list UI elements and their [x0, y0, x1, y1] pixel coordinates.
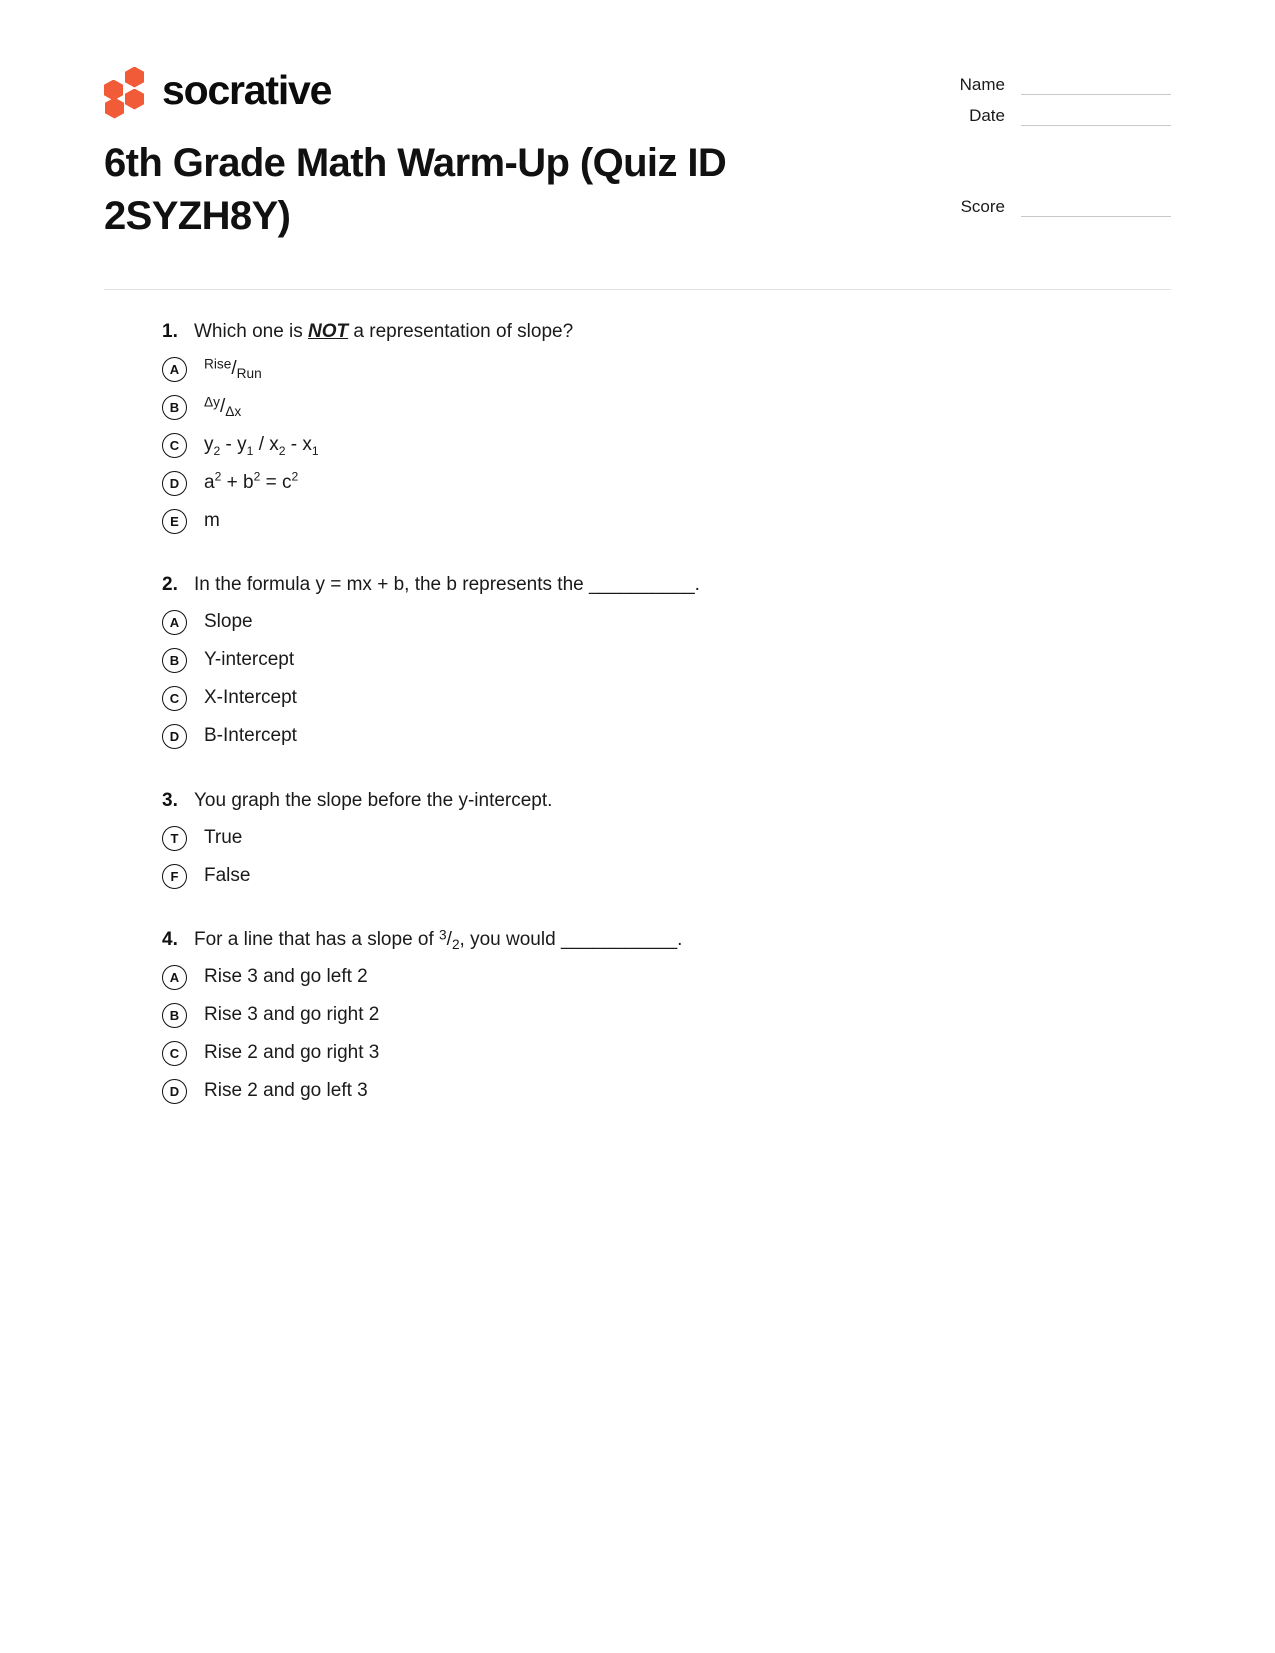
- expr-subscript: 2: [278, 443, 286, 458]
- choice-bubble-a[interactable]: A: [162, 965, 187, 990]
- name-field-row: [933, 76, 1171, 95]
- choice-text-a: [204, 357, 262, 382]
- question-2: [162, 571, 1171, 751]
- question-1-number: 1.: [162, 320, 178, 342]
- question-2-choice-d[interactable]: [162, 723, 1171, 751]
- expr-part: y: [204, 433, 214, 455]
- choice-text-d: Rise 2 and go left 3: [204, 1080, 368, 1102]
- question-1-choice-a[interactable]: [162, 355, 1171, 383]
- choice-bubble-d[interactable]: D: [162, 1079, 187, 1104]
- question-3-prompt: You graph the slope before the y-intercept.: [194, 789, 553, 811]
- student-meta-fields: [933, 62, 1171, 229]
- question-4-prompt: [194, 926, 682, 954]
- choice-text-c: Rise 2 and go right 3: [204, 1042, 380, 1064]
- expr-superscript: 2: [253, 469, 261, 484]
- date-write-line[interactable]: [1021, 124, 1171, 126]
- choice-bubble-b[interactable]: B: [162, 1003, 187, 1028]
- question-4-head: [162, 926, 1171, 954]
- question-2-choice-c[interactable]: [162, 685, 1171, 713]
- prompt-part: Which one is: [194, 320, 309, 342]
- question-4-choice-a[interactable]: [162, 964, 1171, 992]
- question-4-choice-b[interactable]: [162, 1002, 1171, 1030]
- score-write-line[interactable]: [1021, 215, 1171, 217]
- question-1-head: [162, 318, 1171, 346]
- expr-part: a: [204, 471, 215, 493]
- date-field-row: [933, 107, 1171, 126]
- hexagon-shape: [105, 98, 124, 119]
- choice-bubble-true[interactable]: T: [162, 826, 187, 851]
- question-4: [162, 926, 1171, 1106]
- fraction-slash: /: [231, 357, 237, 379]
- hexagon-shape: [125, 89, 144, 110]
- fraction-slash: /: [219, 395, 226, 417]
- score-label: Score: [960, 197, 1005, 216]
- choice-bubble-d[interactable]: D: [162, 471, 187, 496]
- prompt-part: , you would ___________.: [459, 929, 683, 951]
- hexagon-shape: [125, 67, 144, 88]
- question-2-choice-a[interactable]: [162, 609, 1171, 637]
- question-list: [104, 318, 1171, 1106]
- choice-text-e: m: [204, 509, 220, 531]
- expr-part: = c: [260, 471, 292, 493]
- choice-bubble-a[interactable]: A: [162, 610, 187, 635]
- question-2-prompt: In the formula y = mx + b, the b represents the __________.: [194, 574, 700, 596]
- prompt-emphasis-not: NOT: [308, 320, 349, 342]
- hexagon-logo-icon: [104, 67, 146, 114]
- question-3-choice-false[interactable]: [162, 862, 1171, 890]
- choice-text-c: [204, 433, 319, 458]
- score-field-row: [933, 198, 1171, 217]
- choice-bubble-b[interactable]: B: [162, 395, 187, 420]
- choice-bubble-false[interactable]: F: [162, 864, 187, 889]
- choice-text-c: X-Intercept: [204, 687, 297, 709]
- question-1-choice-c[interactable]: [162, 431, 1171, 459]
- choice-text-b: Rise 3 and go right 2: [204, 1004, 380, 1026]
- fraction-denominator: Run: [236, 365, 262, 381]
- expr-superscript: 2: [291, 469, 299, 484]
- expr-part: / x: [253, 433, 279, 455]
- expr-part: - y: [220, 433, 247, 455]
- choice-text-a: Slope: [204, 611, 253, 633]
- question-3-head: [162, 787, 1171, 815]
- choice-text-true: True: [204, 826, 243, 848]
- hexagon-shape: [104, 80, 123, 101]
- question-3-number: 3.: [162, 789, 178, 811]
- question-1: [162, 318, 1171, 536]
- choice-text-b: Y-intercept: [204, 649, 295, 671]
- choice-bubble-a[interactable]: A: [162, 357, 187, 382]
- question-4-number: 4.: [162, 929, 178, 951]
- header-divider: [104, 289, 1171, 290]
- expr-part: - x: [285, 433, 312, 455]
- question-1-prompt: [194, 318, 573, 346]
- expr-subscript: 2: [213, 443, 221, 458]
- question-2-choice-b[interactable]: [162, 647, 1171, 675]
- question-2-number: 2.: [162, 574, 178, 596]
- page-title: 6th Grade Math Warm-Up (Quiz ID 2SYZH8Y): [104, 141, 727, 238]
- prompt-part: For a line that has a slope of: [194, 929, 440, 951]
- choice-text-b: [204, 395, 241, 420]
- question-4-choice-d[interactable]: [162, 1078, 1171, 1106]
- fraction-denominator: 2: [451, 937, 460, 953]
- fraction-denominator: Δx: [225, 403, 242, 419]
- expr-subscript: 1: [311, 443, 319, 458]
- expr-subscript: 1: [246, 443, 254, 458]
- name-write-line[interactable]: [1021, 93, 1171, 95]
- choice-text-d: [204, 471, 298, 496]
- question-3-choice-true[interactable]: [162, 824, 1171, 852]
- choice-text-false: False: [204, 864, 251, 886]
- choice-bubble-c[interactable]: C: [162, 433, 187, 458]
- question-1-choice-e[interactable]: [162, 507, 1171, 535]
- choice-bubble-b[interactable]: B: [162, 648, 187, 673]
- choice-text-a: Rise 3 and go left 2: [204, 966, 368, 988]
- fraction-numerator: Rise: [204, 356, 232, 372]
- socrative-logo: [104, 62, 331, 118]
- question-4-choice-c[interactable]: [162, 1040, 1171, 1068]
- question-1-choice-d[interactable]: [162, 469, 1171, 497]
- name-label: Name: [959, 75, 1005, 94]
- question-3: [162, 787, 1171, 891]
- prompt-part: a representation of slope?: [348, 320, 574, 342]
- choice-bubble-c[interactable]: C: [162, 686, 187, 711]
- choice-bubble-c[interactable]: C: [162, 1041, 187, 1066]
- question-2-head: [162, 571, 1171, 599]
- expr-part: + b: [221, 471, 254, 493]
- brand-name: socrative: [162, 66, 332, 113]
- choice-bubble-e[interactable]: E: [162, 509, 187, 534]
- date-label: Date: [969, 106, 1005, 125]
- expr-superscript: 2: [214, 469, 222, 484]
- fraction-slash: /: [446, 929, 452, 951]
- question-1-choice-b[interactable]: [162, 393, 1171, 421]
- choice-text-d: B-Intercept: [204, 725, 297, 747]
- fraction-numerator: 3: [439, 927, 447, 943]
- choice-bubble-d[interactable]: D: [162, 724, 187, 749]
- fraction-numerator: Δy: [204, 394, 220, 410]
